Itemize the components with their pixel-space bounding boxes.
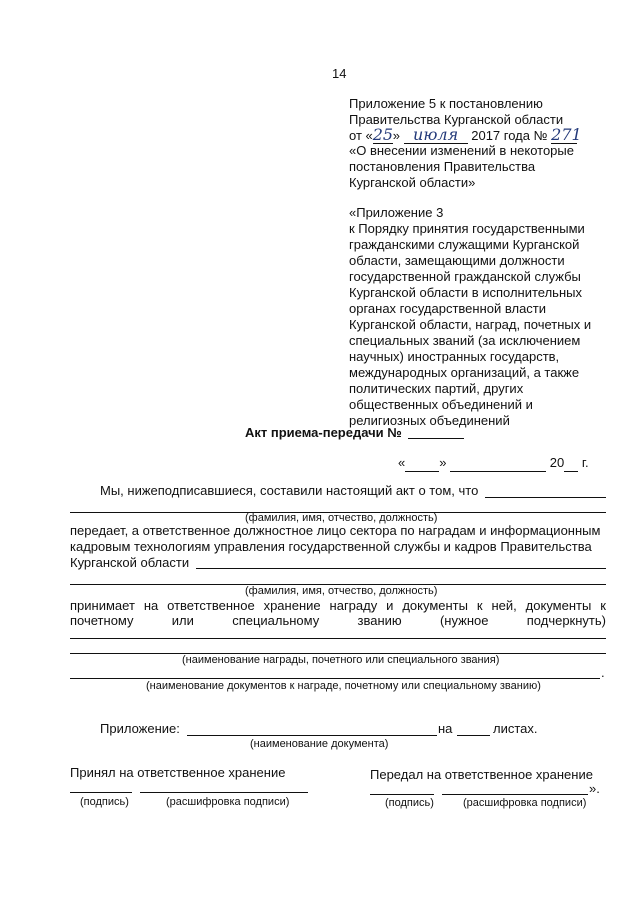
sig-right-sign-line (370, 794, 434, 795)
appendix-line: области, замещающими должности (349, 253, 565, 268)
appendix-line: Курганской области, наград, почетных и (349, 317, 592, 332)
header-line-1: Приложение 5 к постановлению (349, 96, 543, 111)
sig-left-sign-caption: (подпись) (80, 796, 129, 808)
sig-right-decode-caption: (расшифровка подписи) (463, 797, 587, 809)
appendix-line: научных) иностранных государств, (349, 349, 560, 364)
appendix-line: органах государственной власти (349, 301, 547, 316)
transfer-line-2: кадровым технологиям управления государственной службы и кадров Правительства (70, 539, 592, 554)
sig-left-sign-line (70, 792, 132, 793)
sig-right-sign-caption: (подпись) (385, 797, 434, 809)
appendix-line: государственной гражданской службы (349, 269, 581, 284)
date-month-blank (450, 455, 546, 472)
appendix-line: политических партий, других (349, 381, 524, 396)
accept-line-2 (70, 613, 606, 629)
accept-word: ответственное (167, 598, 255, 613)
transfer-line-1: передает, а ответственное должностное лицо сектора по наградам и информационным (70, 523, 601, 538)
header-line-2: Правительства Курганской области (349, 112, 564, 127)
appendix-line: специальных званий (за исключением (349, 333, 581, 348)
caption-docs: (наименование документов к награде, почетному или специальному званию) (146, 680, 541, 692)
doc-number: 271 (551, 125, 582, 144)
accept-word: документы (525, 598, 592, 613)
sig-left-decode-line (140, 792, 308, 793)
caption-fio-1: (фамилия, имя, отчество, должность) (245, 512, 438, 524)
award-line-a (70, 638, 606, 639)
appendix-line: гражданскими служащими Курганской (349, 237, 580, 252)
act-number-blank (408, 438, 464, 439)
date-month: июля (404, 127, 468, 144)
accept-word: ней, (491, 598, 517, 613)
sig-accepted-title: Принял на ответственное хранение (70, 765, 286, 780)
accept-word: принимает (70, 598, 135, 613)
docs-line (70, 678, 600, 679)
accept-word: награду (329, 598, 378, 613)
docs-trailing-dot: . (601, 665, 605, 680)
date-day: 25 (372, 125, 394, 144)
act-date-line (398, 455, 589, 472)
date-quote-close: » (439, 455, 447, 470)
appendix-line: общественных объединений и (349, 397, 533, 412)
caption-award: (наименование награды, почетного или специального звания) (182, 654, 500, 666)
date-year-prefix: 20 (549, 455, 565, 470)
transfer-line-3: Курганской области (70, 555, 190, 570)
act-intro: Мы, нижеподписавшиеся, составили настоящий акт о том, что (100, 483, 479, 498)
attachment-sheets-blank (457, 735, 490, 736)
header-line-6: Курганской области» (349, 175, 476, 190)
accept-word: на (143, 598, 159, 613)
date-year-blank (564, 455, 578, 472)
caption-fio-2: (фамилия, имя, отчество, должность) (245, 585, 438, 597)
appendix-line: «Приложение 3 (349, 205, 444, 220)
attachment-doc-blank (187, 735, 437, 736)
header-line-4: «О внесении изменений в некоторые (349, 143, 574, 158)
sig-closing-quote: ». (589, 781, 600, 796)
act-title: Акт приема-передачи № (245, 425, 402, 440)
attachment-sheets: листах. (493, 721, 538, 736)
intro-blank (485, 497, 606, 498)
sig-left-decode-caption: (расшифровка подписи) (166, 796, 290, 808)
appendix-line: Курганской области в исполнительных (349, 285, 582, 300)
attachment-on: на (438, 721, 453, 736)
accept-word: специальному (232, 613, 320, 628)
accept-word: званию (357, 613, 402, 628)
sig-handed-title: Передал на ответственное хранение (370, 767, 593, 782)
appendix-block (349, 205, 591, 429)
date-day-blank (405, 455, 439, 472)
sig-right-decode-line (442, 794, 588, 795)
accept-line-1 (70, 598, 606, 614)
date-prefix: от « (349, 128, 373, 143)
accept-word: (нужное (439, 613, 489, 628)
date-mid: » (392, 128, 400, 143)
appendix-line: международных организаций, а также (349, 365, 580, 380)
appendix-line: к Порядку принятия государственными (349, 221, 585, 236)
accept-word: или (171, 613, 194, 628)
transfer-blank (196, 568, 606, 569)
date-year: 2017 года № (471, 128, 548, 143)
attachment-caption: (наименование документа) (250, 738, 389, 750)
accept-word: к (600, 598, 606, 613)
appendix-line: религиозных объединений (349, 413, 510, 428)
accept-word: к (476, 598, 483, 613)
date-quote-open: « (398, 455, 406, 470)
header-date-line (349, 125, 582, 144)
accept-word: хранение (263, 598, 321, 613)
header-line-5: постановления Правительства (349, 159, 536, 174)
accept-word: документы (402, 598, 468, 613)
attachment-label: Приложение: (100, 721, 180, 736)
date-year-suffix: г. (581, 455, 589, 470)
accept-word: и (386, 598, 394, 613)
page-number: 14 (332, 66, 347, 81)
accept-word: почетному (70, 613, 134, 628)
accept-word: подчеркнуть) (526, 613, 606, 628)
